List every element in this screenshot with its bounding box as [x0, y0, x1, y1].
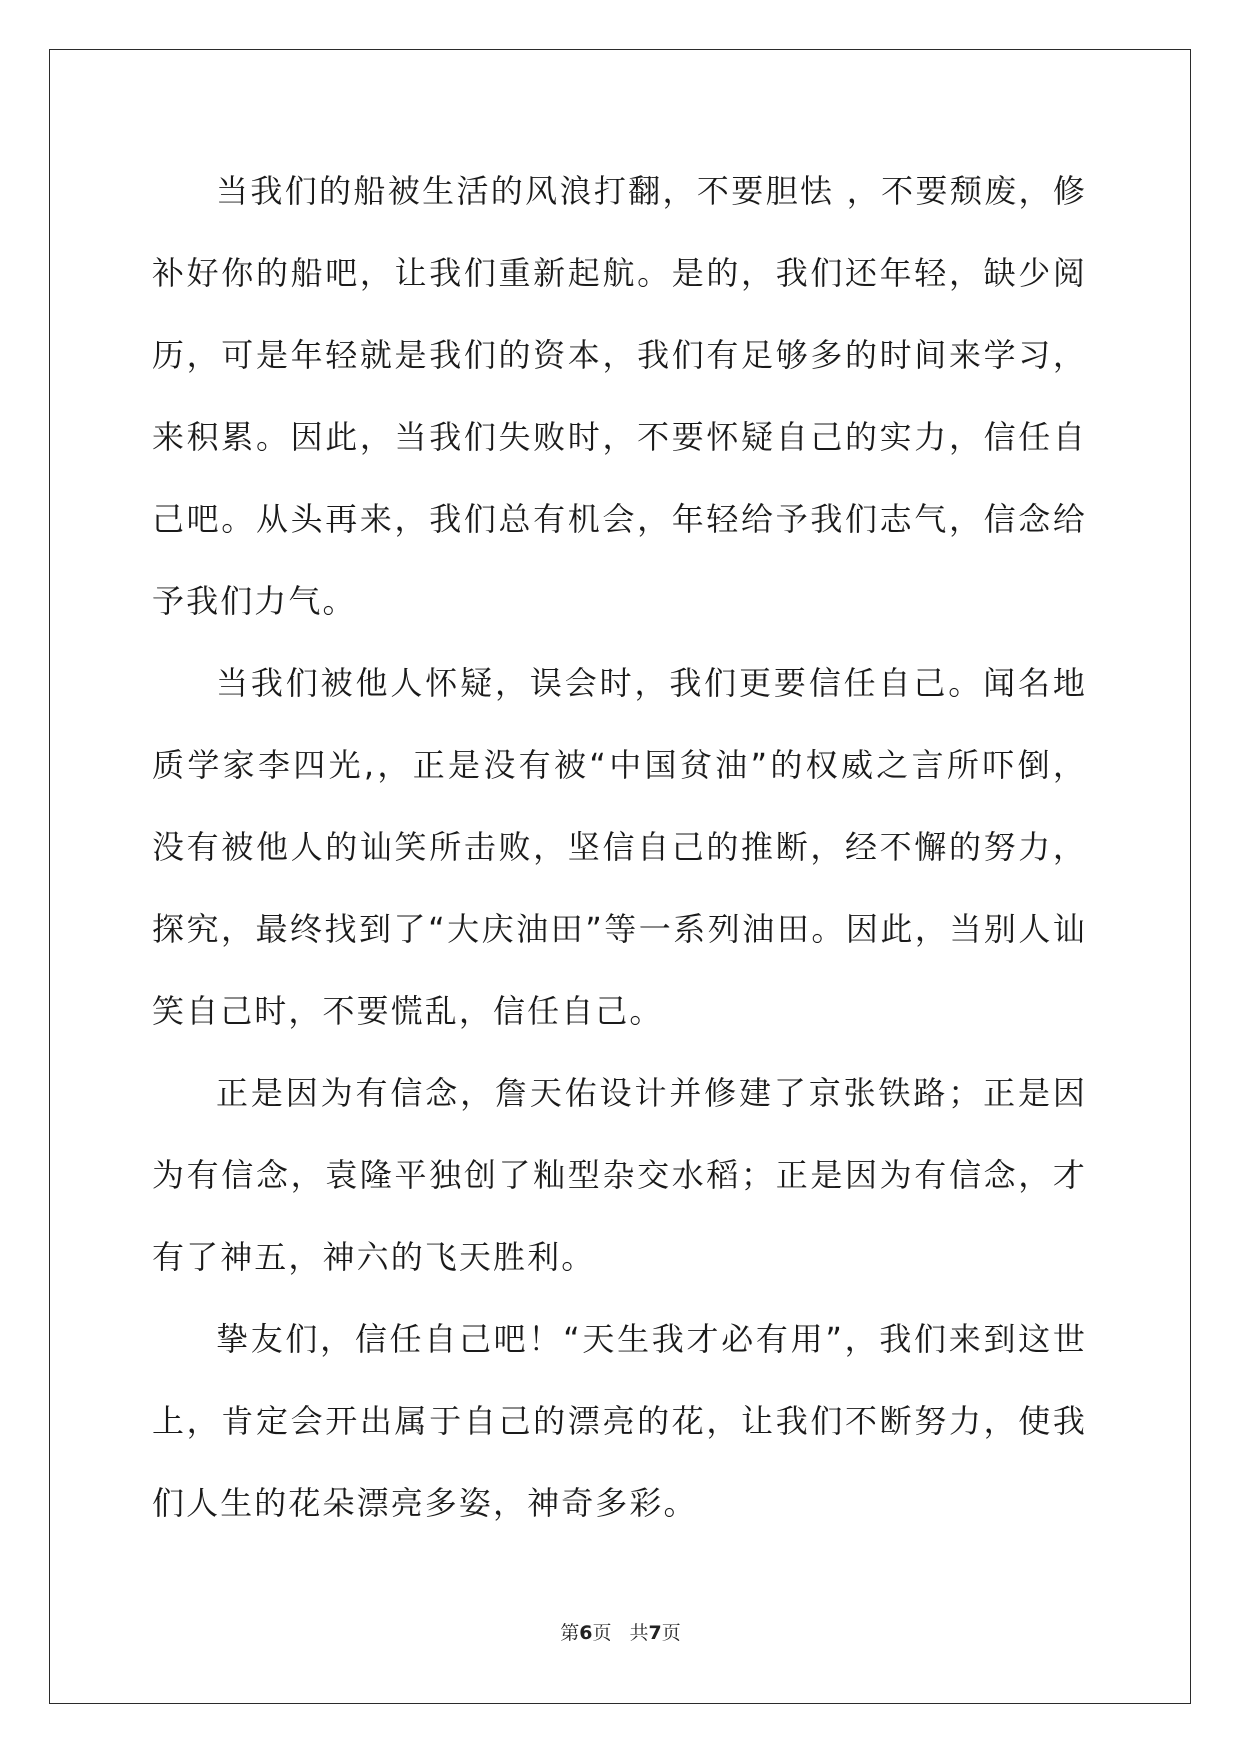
paragraph: 当我们被他人怀疑，误会时，我们更要信任自己。闻名地质学家李四光,，正是没有被“中国贫油”的权威之言所吓倒，没有被他人的讪笑所击败，坚信自己的推断，经不懈的努力，探究，最终找到了“大庆油田”等一系列油田。因此，当别人讪笑自己时，不要慌乱，信任自己。 — [152, 664, 1087, 1030]
total-page-count: 7 — [648, 1622, 662, 1644]
current-page-number: 6 — [579, 1622, 593, 1644]
paragraph: 当我们的船被生活的风浪打翻，不要胆怯 ，不要颓废，修补好你的船吧，让我们重新起航。是的，我们还年轻，缺少阅历，可是年轻就是我们的资本，我们有足够多的时间来学习，来积累。因此，当我们失败时，不要怀疑自己的实力，信任自己吧。从头再来，我们总有机会，年轻给予我们志气，信念给予我们力气。 — [152, 172, 1087, 620]
document-body — [152, 150, 1087, 1544]
paragraph: 挚友们，信任自己吧！“天生我才必有用”，我们来到这世上，肯定会开出属于自己的漂亮的花，让我们不断努力，使我们人生的花朵漂亮多姿，神奇多彩。 — [152, 1320, 1087, 1522]
page-number-label: 第6页 — [560, 1622, 612, 1644]
paragraph: 正是因为有信念，詹天佑设计并修建了京张铁路；正是因为有信念，袁隆平独创了籼型杂交水稻；正是因为有信念，才有了神五，神六的飞天胜利。 — [152, 1074, 1087, 1276]
page-footer — [0, 1618, 1241, 1645]
total-pages-label: 共7页 — [629, 1622, 681, 1644]
